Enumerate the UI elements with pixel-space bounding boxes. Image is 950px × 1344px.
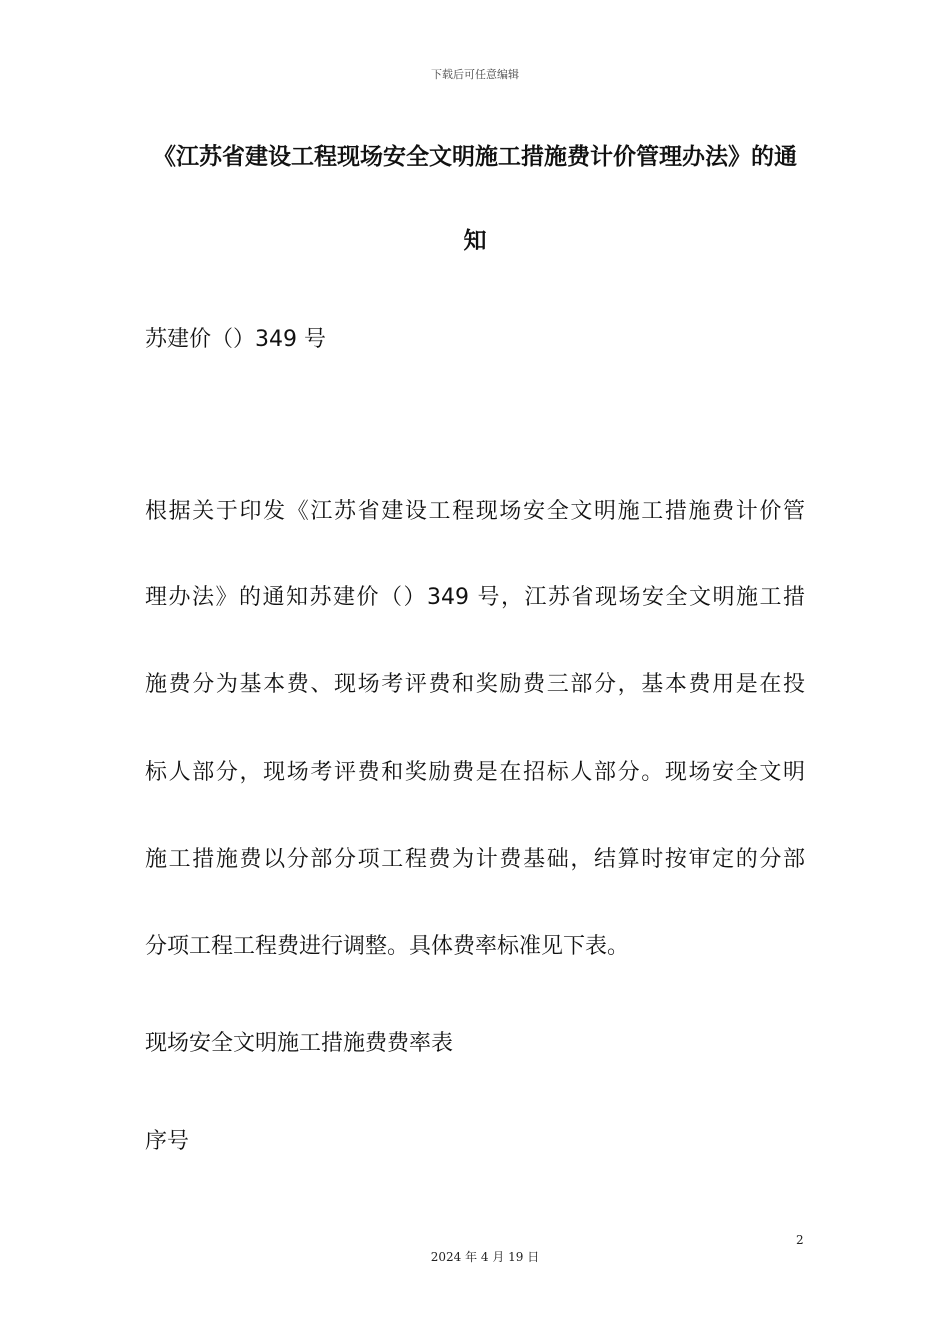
- body-paragraph-line: 标人部分，现场考评费和奖励费是在招标人部分。现场安全文明: [145, 760, 805, 785]
- body-paragraph-line: 施费分为基本费、现场考评费和奖励费三部分，基本费用是在投: [145, 672, 805, 697]
- page-number: 2: [796, 1233, 804, 1247]
- document-title-line-2: 知: [463, 228, 487, 254]
- body-paragraph-line: 理办法》的通知苏建价（）349 号，江苏省现场安全文明施工措: [145, 585, 805, 610]
- table-header-sequence: 序号: [145, 1129, 190, 1154]
- header-note: 下载后可任意编辑: [431, 68, 519, 81]
- body-paragraph-line: 分项工程工程费进行调整。具体费率标准见下表。: [145, 934, 630, 959]
- document-number: 苏建价（）349 号: [145, 327, 326, 352]
- document-title-line-1: 《江苏省建设工程现场安全文明施工措施费计价管理办法》的通: [153, 144, 797, 170]
- body-paragraph-line: 施工措施费以分部分项工程费为计费基础，结算时按审定的分部: [145, 847, 805, 872]
- table-title: 现场安全文明施工措施费费率表: [145, 1031, 454, 1056]
- footer-date: 2024 年 4 月 19 日: [430, 1250, 540, 1264]
- body-paragraph-line: 根据关于印发《江苏省建设工程现场安全文明施工措施费计价管: [145, 499, 805, 524]
